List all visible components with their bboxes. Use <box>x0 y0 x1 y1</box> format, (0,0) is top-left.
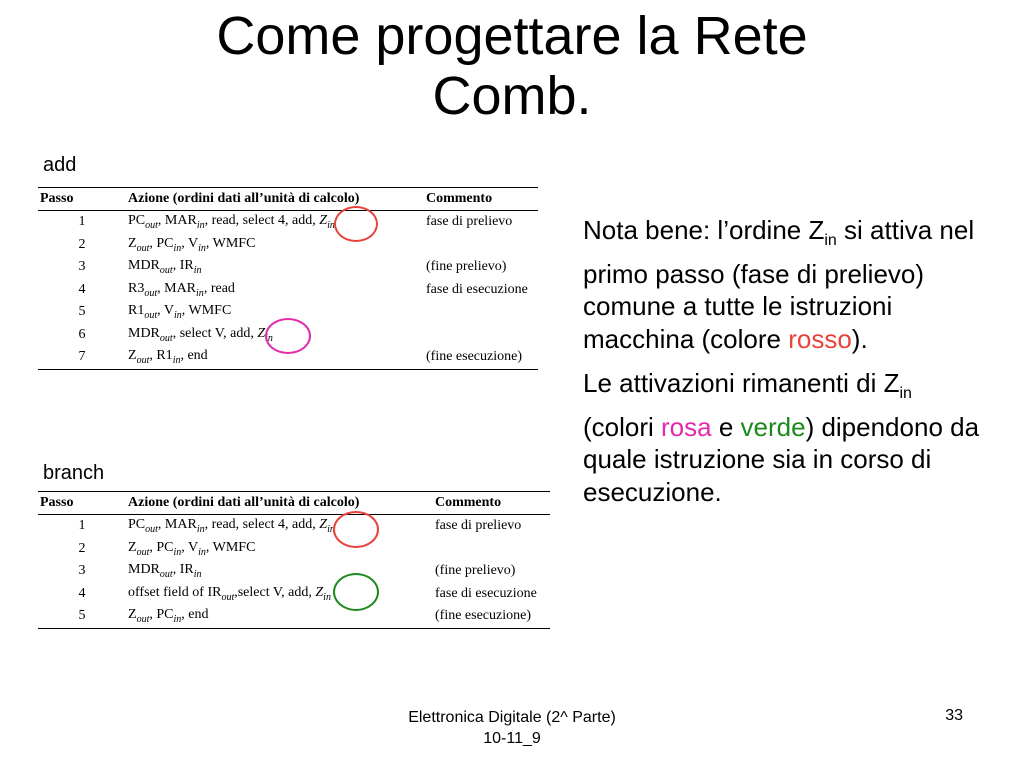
footer-course <box>330 707 694 749</box>
branch-label: branch <box>43 462 105 484</box>
step-number: 1 <box>78 518 86 534</box>
step-number: 5 <box>78 304 86 320</box>
table-row <box>38 538 550 561</box>
step-comment: (fine esecuzione) <box>424 346 538 369</box>
step-comment: fase di esecuzione <box>426 281 528 297</box>
header-azione: Azione (ordini dati all’unità di calcolo) <box>126 188 424 211</box>
table-row <box>38 605 550 628</box>
step-number: 5 <box>38 605 126 628</box>
step-action: $Z_{out}$, $R1_{in}$, end <box>126 346 424 369</box>
step-action: $Z_{out}$, $PC_{in}$, $V_{in}$, WMFC <box>128 539 256 558</box>
table-row <box>38 583 550 606</box>
table-row <box>38 234 538 257</box>
note-paragraph-1: Nota bene: l’ordine $Z_{in}$ si attiva nel primo passo (fase di prelievo) comune a tutte le istruzioni macchina (colore rosso). <box>583 215 975 354</box>
note-paragraph-2: Le attivazioni rimanenti di $Z_{in}$ (colori rosa e verde) dipendono da quale istruzione sia in corso di esecuzione. <box>583 368 980 507</box>
step-number: 7 <box>38 346 126 369</box>
step-action: $Z_{out}$, $PC_{in}$, end <box>126 605 433 628</box>
step-number: 2 <box>78 540 86 556</box>
table-header <box>38 492 550 515</box>
step-action: $MDR_{out}$, $IR_{in}$ <box>128 562 202 581</box>
table-row <box>38 256 538 279</box>
step-number: 6 <box>78 326 86 342</box>
step-number: 3 <box>78 563 86 579</box>
step-comment <box>424 301 538 324</box>
step-comment <box>424 324 538 347</box>
step-number: 4 <box>78 281 86 297</box>
header-passo: Passo <box>38 188 126 211</box>
add-label: add <box>43 154 77 176</box>
step-number: 1 <box>78 214 86 230</box>
table-header <box>38 188 538 211</box>
step-action: $Z_{out}$, $PC_{in}$, $V_{in}$, WMFC <box>128 235 256 254</box>
table-row <box>38 560 550 583</box>
step-comment: fase di prelievo <box>435 518 522 534</box>
step-action: $PC_{out}$, $MAR_{in}$, read, select 4, add, $Z_{in}$ <box>128 213 335 232</box>
header-passo: Passo <box>38 492 126 515</box>
header-commento: Commento <box>424 188 538 211</box>
step-comment <box>433 538 550 561</box>
step-comment: (fine prelievo) <box>426 259 507 275</box>
table-row <box>38 211 538 234</box>
step-action: $R3_{out}$, $MAR_{in}$, read <box>128 280 235 299</box>
slide-title <box>112 6 912 126</box>
step-comment: fase di esecuzione <box>435 585 537 601</box>
step-comment: (fine prelievo) <box>435 563 516 579</box>
step-action: $MDR_{out}$, $IR_{in}$ <box>128 258 202 277</box>
slide-number: 33 <box>945 707 963 724</box>
step-comment <box>424 234 538 257</box>
step-comment: (fine esecuzione) <box>433 605 550 628</box>
red-highlight-circle <box>334 206 378 242</box>
red-highlight-circle <box>333 511 379 548</box>
step-action: $R1_{out}$, $V_{in}$, WMFC <box>128 303 232 322</box>
title-line-1: Come progettare la Rete <box>216 6 808 66</box>
step-number: 3 <box>78 259 86 275</box>
step-action: $PC_{out}$, $MAR_{in}$, read, select 4, add, $Z_{in}$ <box>128 517 335 536</box>
footer-line-1: Elettronica Digitale (2^ Parte) <box>408 709 616 726</box>
step-number: 4 <box>78 585 86 601</box>
step-number: 2 <box>78 236 86 252</box>
header-commento: Commento <box>433 492 550 515</box>
table-row <box>38 515 550 538</box>
step-comment: fase di prelievo <box>426 214 513 230</box>
step-action: offset field of $IR_{out},select$ V, add, $Z_{in}$ <box>128 584 331 603</box>
table-row <box>38 279 538 302</box>
green-highlight-circle <box>333 573 379 611</box>
header-azione: Azione (ordini dati all’unità di calcolo) <box>126 492 433 515</box>
branch-table <box>38 491 550 629</box>
title-line-2: Comb. <box>432 66 592 126</box>
note-text <box>583 214 983 520</box>
step-action: $MDR_{out}$, select V, add, $Z_{in}$ <box>128 325 273 344</box>
footer-line-2: 10-11_9 <box>483 730 541 747</box>
pink-highlight-circle <box>265 318 311 354</box>
